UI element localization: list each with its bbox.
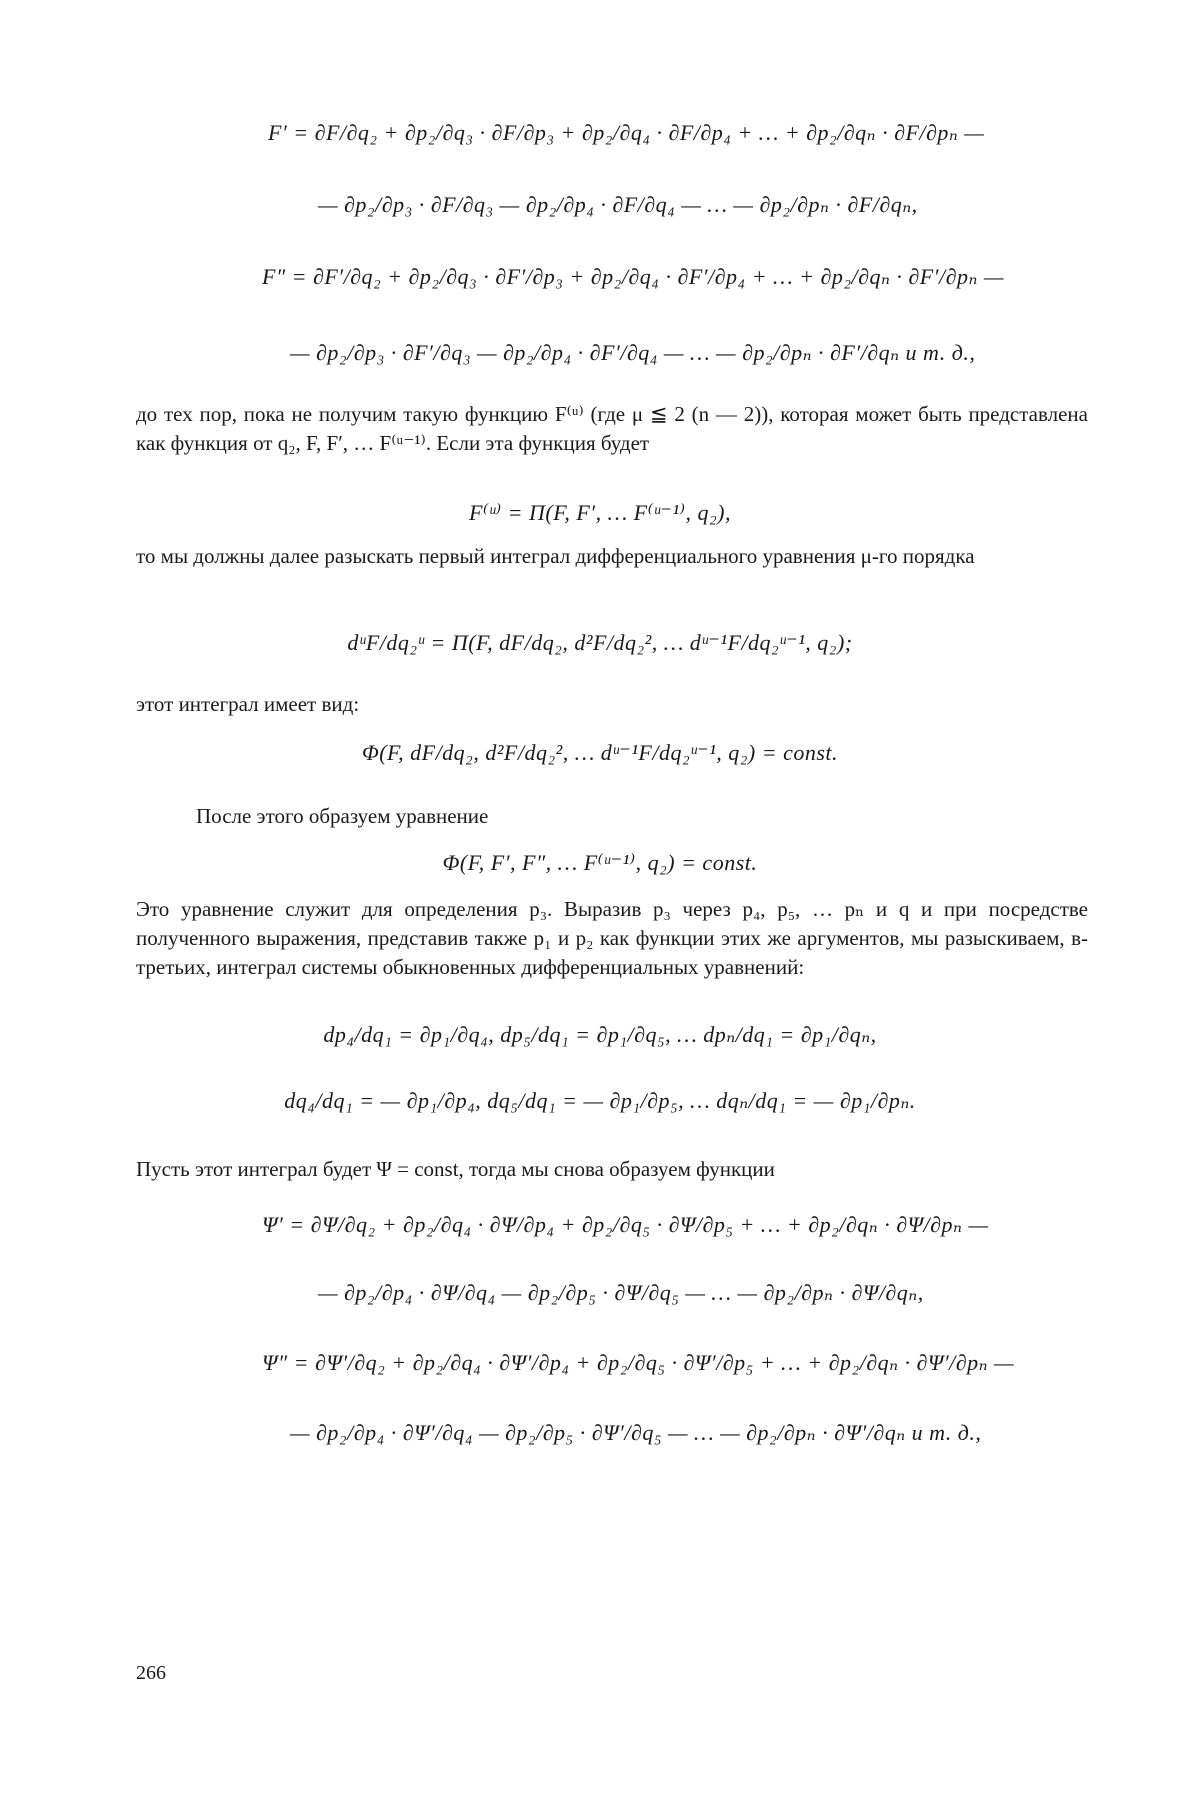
equation-phi-integral: Φ(F, dF/dq₂, d²F/dq₂², … dᵘ⁻¹F/dq₂ᵘ⁻¹, q₂) = const. [361, 740, 839, 765]
equation-f-double-prime-line2: — ∂p₂/∂p₃ · ∂F′/∂q₃ — ∂p₂/∂p₄ · ∂F′/∂q₄ — … — ∂p₂/∂pₙ · ∂F′/∂qₙ и т. д., [290, 340, 976, 365]
paragraph-4: После этого образуем уравнение [196, 804, 489, 828]
equation-pi: F⁽ᵘ⁾ = Π(F, F′, … F⁽ᵘ⁻¹⁾, q₂), [468, 500, 732, 525]
equation-psi-prime-line1: Ψ′ = ∂Ψ/∂q₂ + ∂p₂/∂q₄ · ∂Ψ/∂p₄ + ∂p₂/∂q₅ · ∂Ψ/∂p₅ + … + ∂p₂/∂qₙ · ∂Ψ/∂pₙ — [262, 1212, 989, 1237]
equation-ode: dᵘF/dq₂ᵘ = Π(F, dF/dq₂, d²F/dq₂², … dᵘ⁻¹F/dq₂ᵘ⁻¹, q₂); [347, 630, 853, 655]
paragraph-6: Пусть этот интеграл будет Ψ = const, тогда мы снова образуем функции [136, 1157, 775, 1181]
paragraph-1: до тех пор, пока не получим такую функцию F⁽ᵘ⁾ (где μ ≦ 2 (n — 2)), которая может быть представлена как функция от q₂, F, F′, … F⁽ᵘ⁻¹⁾. Если эта функция будет [136, 402, 1088, 455]
equation-f-prime-line1: F′ = ∂F/∂q₂ + ∂p₂/∂q₃ · ∂F/∂p₃ + ∂p₂/∂q₄ · ∂F/∂p₄ + … + ∂p₂/∂qₙ · ∂F/∂pₙ — [268, 120, 985, 145]
equation-f-double-prime-line1: F″ = ∂F′/∂q₂ + ∂p₂/∂q₃ · ∂F′/∂p₃ + ∂p₂/∂q₄ · ∂F′/∂p₄ + … + ∂p₂/∂qₙ · ∂F′/∂pₙ — [262, 264, 1004, 289]
page-number: 266 [136, 1662, 166, 1684]
equation-phi: Φ(F, F′, F″, … F⁽ᵘ⁻¹⁾, q₂) = const. [442, 850, 758, 875]
equation-psi-double-prime-line1: Ψ″ = ∂Ψ′/∂q₂ + ∂p₂/∂q₄ · ∂Ψ′/∂p₄ + ∂p₂/∂q₅ · ∂Ψ′/∂p₅ + … + ∂p₂/∂qₙ · ∂Ψ′/∂pₙ — [262, 1350, 1015, 1375]
equation-psi-prime-line2: — ∂p₂/∂p₄ · ∂Ψ/∂q₄ — ∂p₂/∂p₅ · ∂Ψ/∂q₅ — … — ∂p₂/∂pₙ · ∂Ψ/∂qₙ, [318, 1280, 924, 1305]
equation-system-line1: dp₄/dq₁ = ∂p₁/∂q₄, dp₅/dq₁ = ∂p₁/∂q₅, … dpₙ/dq₁ = ∂p₁/∂qₙ, [323, 1022, 877, 1047]
paragraph-3: этот интеграл имеет вид: [136, 692, 360, 716]
equation-f-prime-line2: — ∂p₂/∂p₃ · ∂F/∂q₃ — ∂p₂/∂p₄ · ∂F/∂q₄ — … — ∂p₂/∂pₙ · ∂F/∂qₙ, [318, 192, 918, 217]
equation-system-line2: dq₄/dq₁ = — ∂p₁/∂p₄, dq₅/dq₁ = — ∂p₁/∂p₅, … dqₙ/dq₁ = — ∂p₁/∂pₙ. [284, 1088, 916, 1113]
equation-psi-double-prime-line2: — ∂p₂/∂p₄ · ∂Ψ′/∂q₄ — ∂p₂/∂p₅ · ∂Ψ′/∂q₅ — … — ∂p₂/∂pₙ · ∂Ψ′/∂qₙ и т. д., [290, 1420, 982, 1445]
paragraph-5: Это уравнение служит для определения p₃. Выразив p₃ через p₄, p₅, … pₙ и q и при посредстве полученного выражения, представив также p₁ и p₂ как функции этих же аргументов, мы разыскиваем, в-третьих, интеграл системы обыкновенных дифференциальных уравнений: [136, 897, 1088, 979]
paragraph-2: то мы должны далее разыскать первый интеграл дифференциального уравнения μ-го порядка [136, 544, 975, 568]
